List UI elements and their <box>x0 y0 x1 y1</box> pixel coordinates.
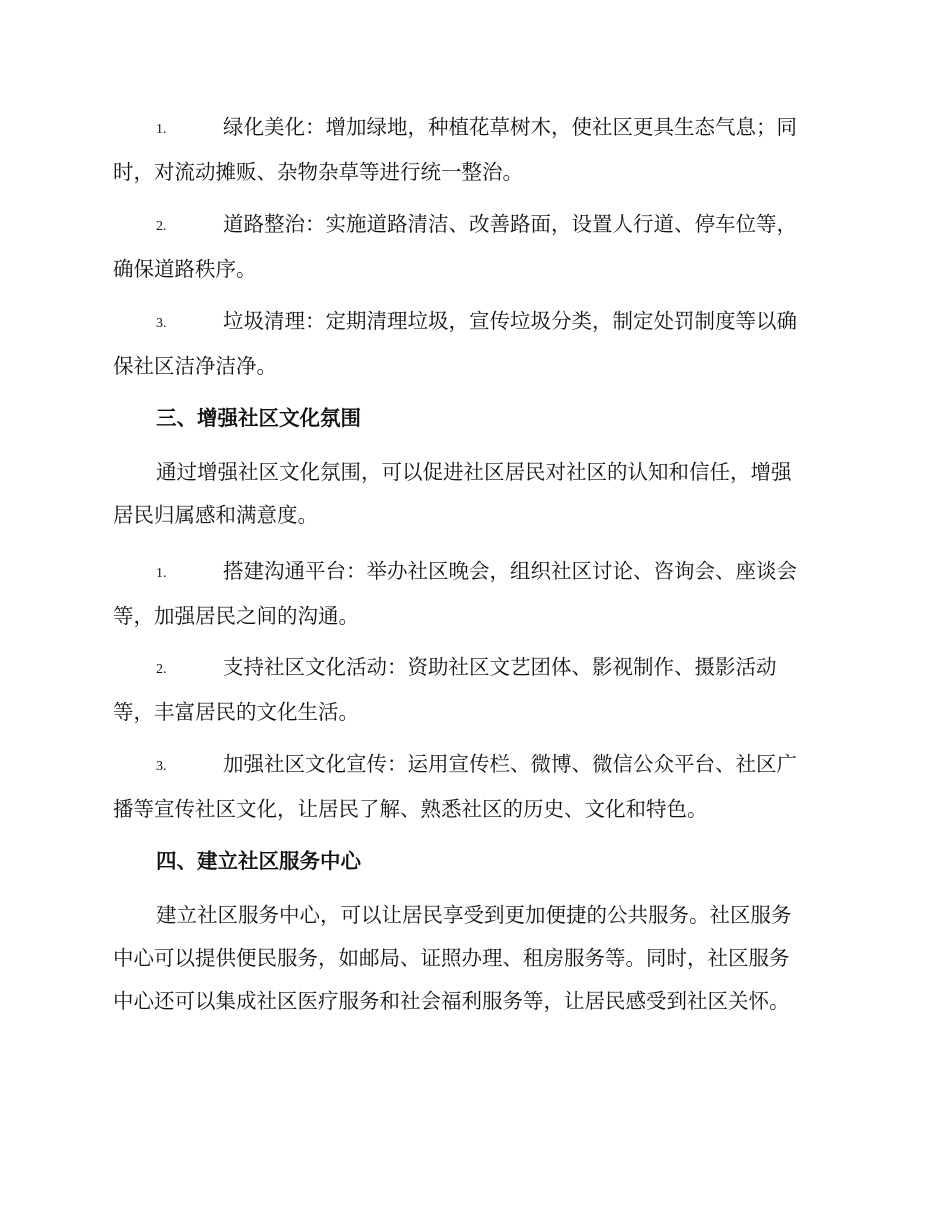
paragraph <box>113 894 835 1023</box>
item-text: 垃圾清理：定期清理垃圾，宣传垃圾分类，制定处罚制度等以确 <box>223 309 797 333</box>
list-item <box>113 550 835 638</box>
item-text: 加强社区文化宣传：运用宣传栏、微博、微信公众平台、社区广 <box>223 752 797 776</box>
paragraph-text-continued: 中心还可以集成社区医疗服务和社会福利服务等，让居民感受到社区关怀。 <box>113 989 790 1013</box>
item-text: 道路整治：实施道路清洁、改善路面，设置人行道、停车位等， <box>223 212 797 236</box>
item-text-continued: 播等宣传社区文化，让居民了解、熟悉社区的历史、文化和特色。 <box>113 797 708 821</box>
list-item <box>113 743 835 831</box>
list-item <box>113 300 835 388</box>
item-number: 1. <box>156 566 167 581</box>
paragraph-text: 建立社区服务中心，可以让居民享受到更加便捷的公共服务。社区服务 <box>156 903 792 927</box>
section-heading <box>113 397 835 440</box>
item-number: 1. <box>156 122 167 137</box>
item-text: 支持社区文化活动：资助社区文艺团体、影视制作、摄影活动 <box>223 655 777 679</box>
section-heading <box>113 840 835 883</box>
section-heading-text: 三、增强社区文化氛围 <box>156 406 361 430</box>
item-text-continued: 保社区洁净洁净。 <box>113 354 277 378</box>
list-item <box>113 106 835 194</box>
paragraph-text-continued: 居民归属感和满意度。 <box>113 503 318 527</box>
item-number: 3. <box>156 316 167 331</box>
paragraph-text: 通过增强社区文化氛围，可以促进社区居民对社区的认知和信任，增强 <box>156 460 792 484</box>
section-heading-text: 四、建立社区服务中心 <box>156 849 361 873</box>
item-number: 2. <box>156 662 167 677</box>
item-text-continued: 等，加强居民之间的沟通。 <box>113 604 359 628</box>
list-item <box>113 646 835 734</box>
item-text-continued: 确保道路秩序。 <box>113 257 257 281</box>
list-item <box>113 203 835 291</box>
paragraph <box>113 451 835 537</box>
item-number: 2. <box>156 219 167 234</box>
item-text-continued: 等，丰富居民的文化生活。 <box>113 700 359 724</box>
item-text: 搭建沟通平台：举办社区晚会，组织社区讨论、咨询会、座谈会 <box>223 559 797 583</box>
item-text: 绿化美化：增加绿地，种植花草树木，使社区更具生态气息；同 <box>223 115 797 139</box>
item-number: 3. <box>156 759 167 774</box>
item-text-continued: 时，对流动摊贩、杂物杂草等进行统一整治。 <box>113 160 523 184</box>
paragraph-text-continued: 中心可以提供便民服务，如邮局、证照办理、租房服务等。同时，社区服务 <box>113 946 790 970</box>
